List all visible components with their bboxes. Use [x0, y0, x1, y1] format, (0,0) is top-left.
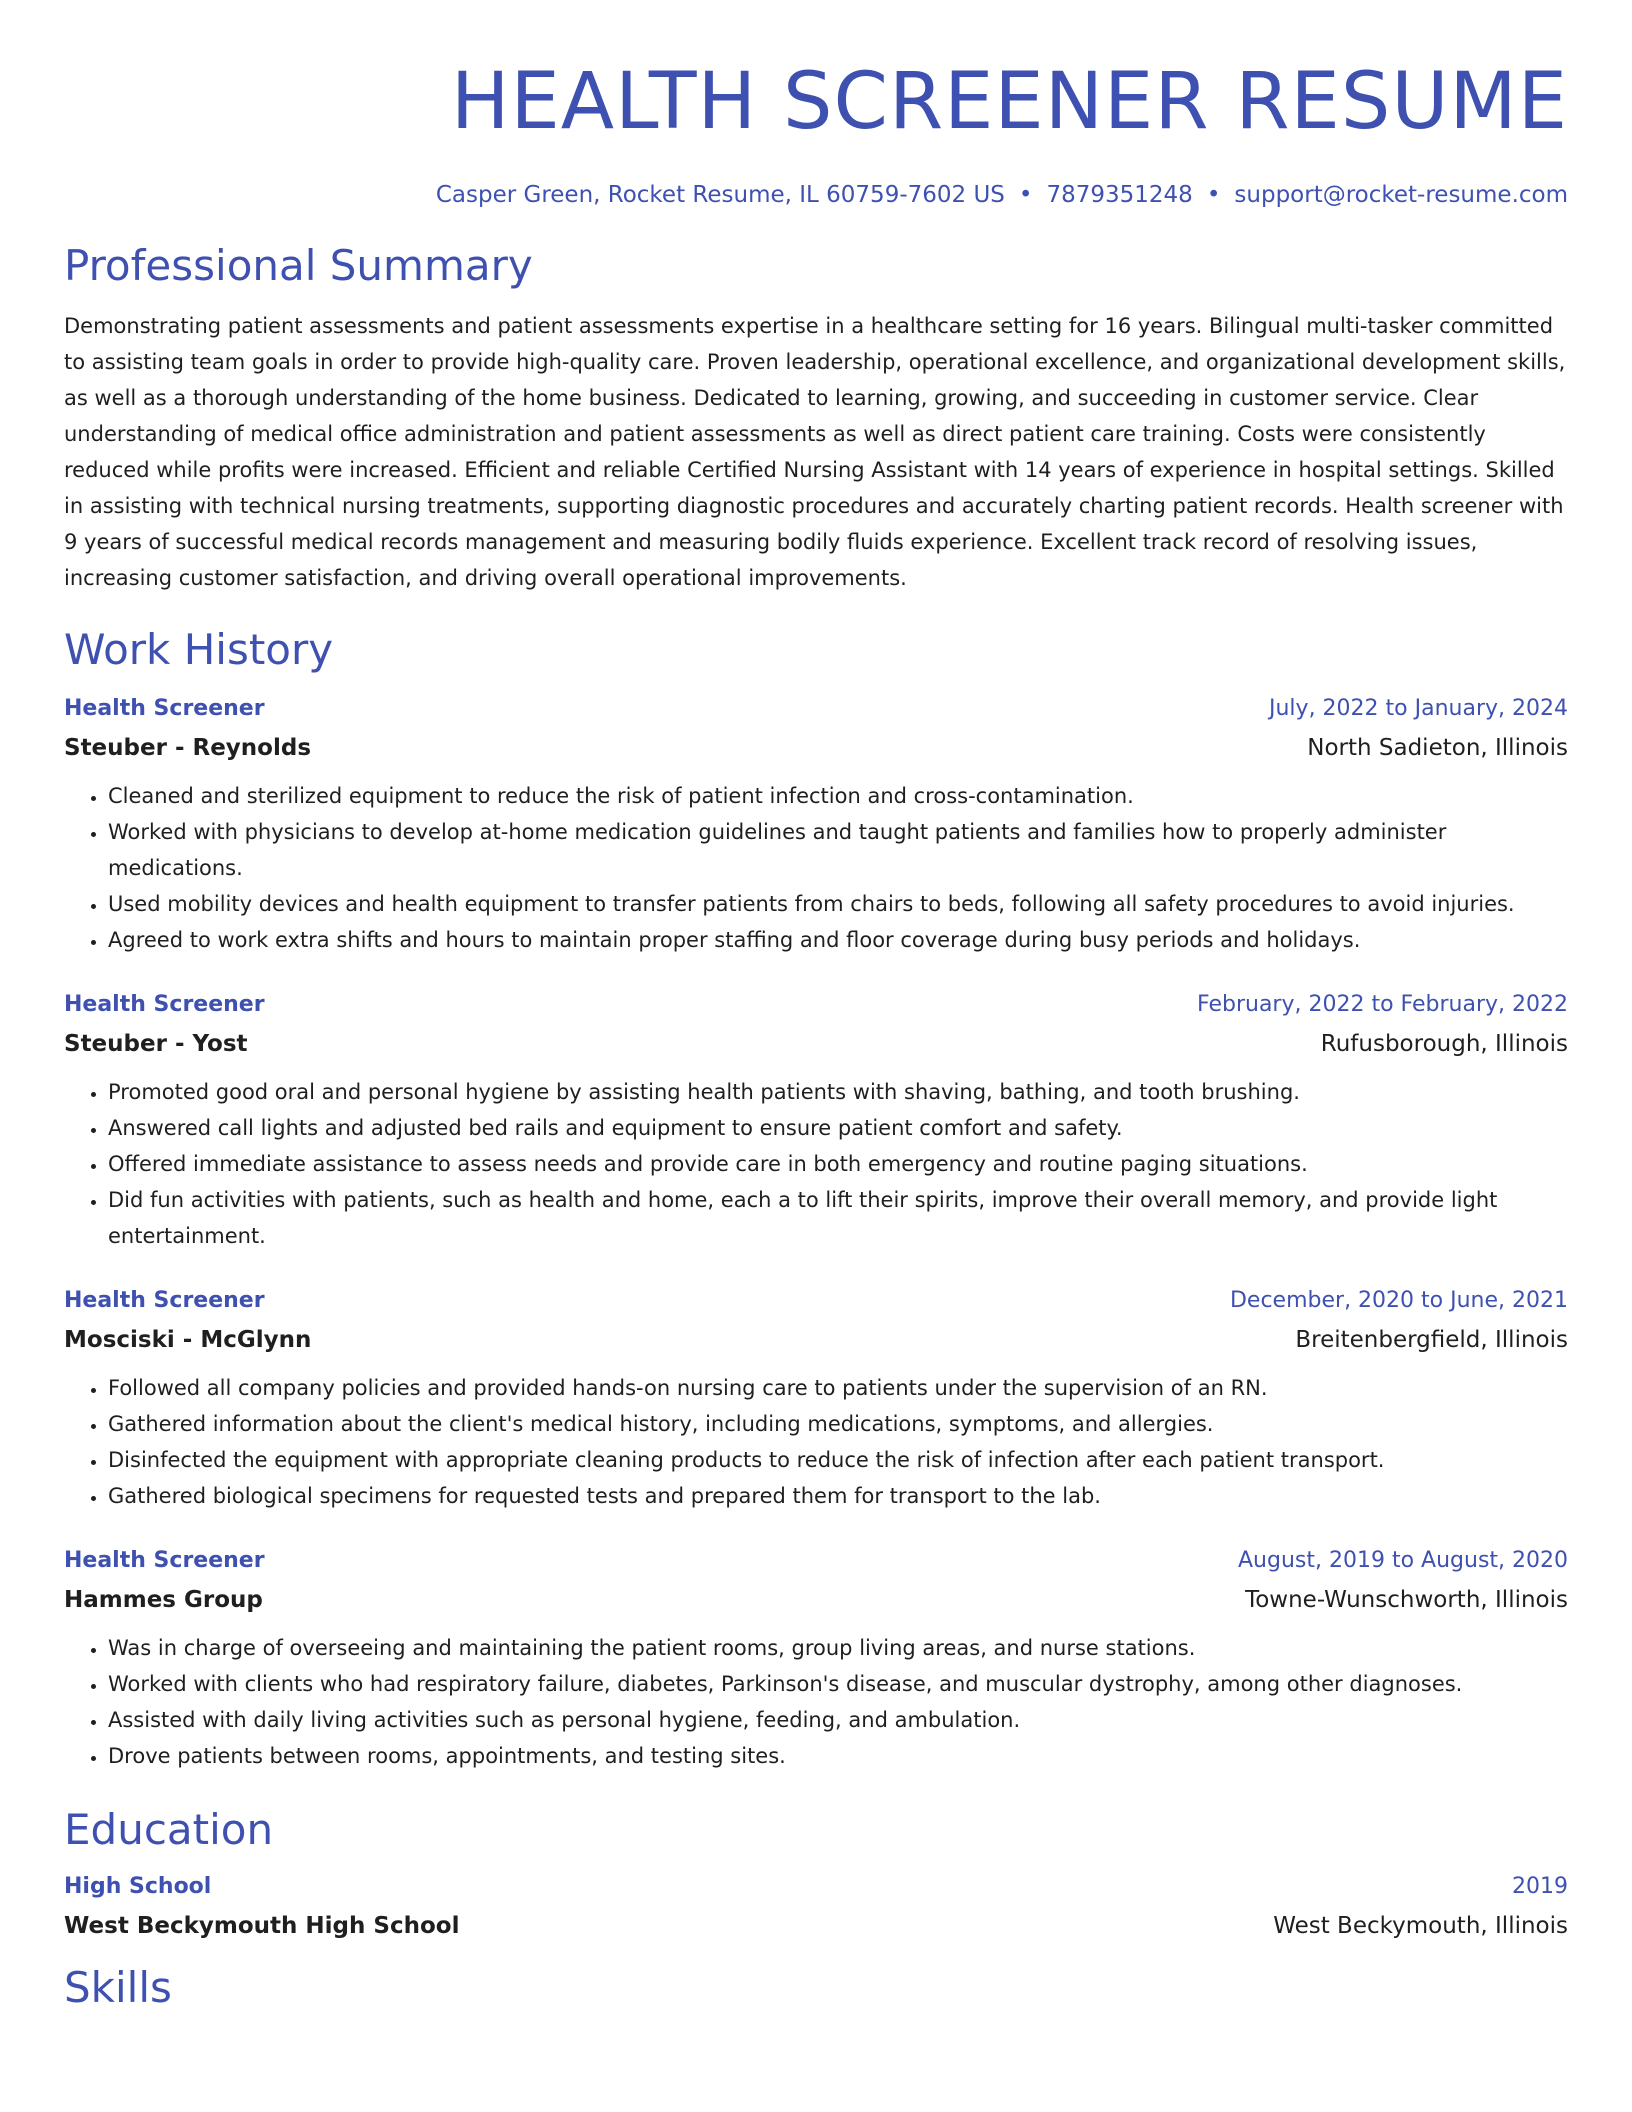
job-duty: • Promoted good oral and personal hygiene by assisting health patients with shaving, bathing, and tooth brushing. [108, 1074, 1568, 1110]
job-duty: • Assisted with daily living activities such as personal hygiene, feeding, and ambulation. [108, 1702, 1568, 1738]
job-location: Rufusborough, Illinois [1320, 1031, 1568, 1057]
education-location: West Beckymouth, Illinois [1273, 1913, 1568, 1939]
summary-heading: Professional Summary [64, 241, 533, 290]
job-duty: • Used mobility devices and health equipment to transfer patients from chairs to beds, following all safety procedures to avoid injuries. [108, 886, 1568, 922]
job-duty: • Gathered biological specimens for requested tests and prepared them for transport to the lab. [108, 1478, 1568, 1514]
job-duties [64, 1370, 1568, 1514]
summary-text: Demonstrating patient assessments and patient assessments expertise in a healthcare setting for 16 years. Bilingual multi-tasker committed to assisting team goals in order to provide high-quality care. Proven leadership, operational excellence, and organizational development skills, as well as a thorough understanding of the home business. Dedicated to learning, growing, and succeeding in customer service. Clear understanding of medical office administration and patient assessments as well as direct patient care training. Costs were consistently reduced while profits were increased. Efficient and reliable Certified Nursing Assistant with 14 years of experience in hospital settings. Skilled in assisting with technical nursing treatments, supporting diagnostic procedures and accurately charting patient records. Health screener with 9 years of successful medical records management and measuring bodily fluids experience. Excellent track record of resolving issues, increasing customer satisfaction, and driving overall operational improvements. [64, 314, 1566, 590]
education-degree: High School [64, 1874, 212, 1899]
job-duty: • Was in charge of overseeing and maintaining the patient rooms, group living areas, and nurse stations. [108, 1630, 1568, 1666]
job-duty: • Agreed to work extra shifts and hours to maintain proper staffing and floor coverage during busy periods and holidays. [108, 922, 1568, 958]
job-duty: • Worked with clients who had respiratory failure, diabetes, Parkinson's disease, and muscular dystrophy, among other diagnoses. [108, 1666, 1568, 1702]
job-duty: • Did fun activities with patients, such as health and home, each a to lift their spirits, improve their overall memory, and provide light entertainment. [108, 1182, 1568, 1254]
job-dates: August, 2019 to August, 2020 [1238, 1548, 1568, 1573]
resume-title: HEALTH SCREENER RESUME [450, 57, 1568, 147]
job-role: Health Screener [64, 992, 265, 1017]
job-company: Mosciski - McGlynn [64, 1327, 312, 1353]
job-duty: • Worked with physicians to develop at-home medication guidelines and taught patients and families how to properly administer medications. [108, 814, 1568, 886]
contact-separator: • [1018, 182, 1033, 208]
job-entry [64, 690, 1568, 958]
job-dates: February, 2022 to February, 2022 [1197, 992, 1568, 1017]
job-role: Health Screener [64, 1548, 265, 1573]
job-duties [64, 1630, 1568, 1774]
job-duty: • Answered call lights and adjusted bed rails and equipment to ensure patient comfort and safety. [108, 1110, 1568, 1146]
job-location: Breitenbergfield, Illinois [1295, 1327, 1568, 1353]
job-duty: • Drove patients between rooms, appointments, and testing sites. [108, 1738, 1568, 1774]
work-history-heading: Work History [64, 625, 334, 674]
job-role: Health Screener [64, 1288, 265, 1313]
job-duty: • Disinfected the equipment with appropriate cleaning products to reduce the risk of infection after each patient transport. [108, 1442, 1568, 1478]
job-duty: • Gathered information about the client's medical history, including medications, symptoms, and allergies. [108, 1406, 1568, 1442]
job-entry [64, 1542, 1568, 1774]
job-entry [64, 986, 1568, 1254]
job-entry [64, 1282, 1568, 1514]
job-company: Steuber - Yost [64, 1031, 248, 1057]
skills-heading: Skills [64, 1963, 172, 2012]
education-entry [64, 1868, 1568, 1946]
job-duty: • Followed all company policies and provided hands-on nursing care to patients under the supervision of an RN. [108, 1370, 1568, 1406]
job-company: Hammes Group [64, 1587, 263, 1613]
job-duty: • Offered immediate assistance to assess needs and provide care in both emergency and routine paging situations. [108, 1146, 1568, 1182]
job-duty: • Cleaned and sterilized equipment to reduce the risk of patient infection and cross-contamination. [108, 778, 1568, 814]
job-role: Health Screener [64, 696, 265, 721]
contact-phone: 7879351248 [1046, 182, 1193, 208]
contact-address: Casper Green, Rocket Resume, IL 60759-7602 US [435, 182, 1005, 208]
job-dates: July, 2022 to January, 2024 [1269, 696, 1568, 721]
job-dates: December, 2020 to June, 2021 [1229, 1288, 1568, 1313]
job-duties [64, 778, 1568, 958]
job-company: Steuber - Reynolds [64, 735, 312, 761]
contact-email: support@rocket-resume.com [1234, 182, 1568, 208]
education-school: West Beckymouth High School [64, 1913, 460, 1939]
education-year: 2019 [1512, 1874, 1568, 1899]
job-location: Towne-Wunschworth, Illinois [1245, 1587, 1568, 1613]
education-heading: Education [64, 1805, 274, 1854]
contact-separator: • [1206, 182, 1221, 208]
job-duties [64, 1074, 1568, 1254]
contact-line [64, 180, 1568, 210]
job-location: North Sadieton, Illinois [1307, 735, 1568, 761]
